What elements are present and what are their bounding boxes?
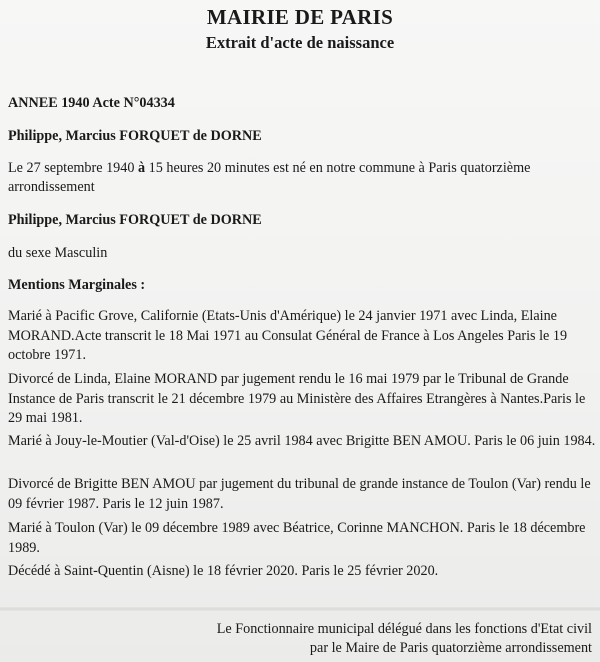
mention-marriage-1: Marié à Pacific Grove, Californie (Etats-Unis d'Amérique) le 24 janvier 1971 avec Linda, Elaine MORAND.Acte transcrit le 18 Mai 1971 au Consulat Général de France à Los Angeles Paris le 19 octobre 1971. bbox=[8, 308, 568, 363]
birth-text-1: Le 27 septembre 1940 bbox=[8, 160, 139, 176]
signature-line-1: Le Fonctionnaire municipal délégué dans les fonctions d'Etat civil bbox=[216, 621, 592, 637]
birth-text-bold: à bbox=[138, 160, 146, 176]
mention-divorce-2: Divorcé de Brigitte BEN AMOU par jugement du tribunal de grande instance de Toulon (Var) rendu le 09 février 1987. Paris le 12 juin 1987. bbox=[8, 476, 591, 512]
act-year-number: ANNEE 1940 Acte N°04334 bbox=[8, 95, 175, 111]
person-name: Philippe, Marcius FORQUET de DORNE bbox=[8, 128, 262, 144]
mention-divorce-1: Divorcé de Linda, Elaine MORAND par jugement rendu le 16 mai 1979 par le Tribunal de Grande Instance de Paris transcrit le 21 décembre 1979 au Ministère des Affaires Etrangères à Nantes.Paris le 29 mai 1981. bbox=[8, 371, 586, 426]
birth-statement-line2: arrondissement bbox=[8, 179, 95, 195]
sex-line: du sexe Masculin bbox=[8, 245, 108, 261]
signature-line-2: par le Maire de Paris quatorzième arrondissement bbox=[309, 640, 592, 656]
birth-text-2: 15 heures 20 minutes est né en notre commune à Paris quatorzième bbox=[145, 160, 531, 176]
mention-marriage-3: Marié à Toulon (Var) le 09 décembre 1989 avec Béatrice, Corinne MANCHON. Paris le 18 décembre 1989. bbox=[8, 520, 586, 556]
mention-death: Décédé à Saint-Quentin (Aisne) le 18 février 2020. Paris le 25 février 2020. bbox=[8, 563, 439, 579]
mentions-heading: Mentions Marginales : bbox=[8, 277, 146, 293]
person-name-repeat: Philippe, Marcius FORQUET de DORNE bbox=[8, 212, 262, 228]
birth-statement bbox=[8, 159, 593, 178]
mention-marriage-2: Marié à Jouy-le-Moutier (Val-d'Oise) le 25 avril 1984 avec Brigitte BEN AMOU. Paris le 06 juin 1984. bbox=[8, 433, 596, 449]
document-title: MAIRIE DE PARIS bbox=[206, 5, 394, 29]
paper-fold bbox=[0, 607, 600, 611]
document-subtitle: Extrait d'acte de naissance bbox=[205, 33, 395, 52]
